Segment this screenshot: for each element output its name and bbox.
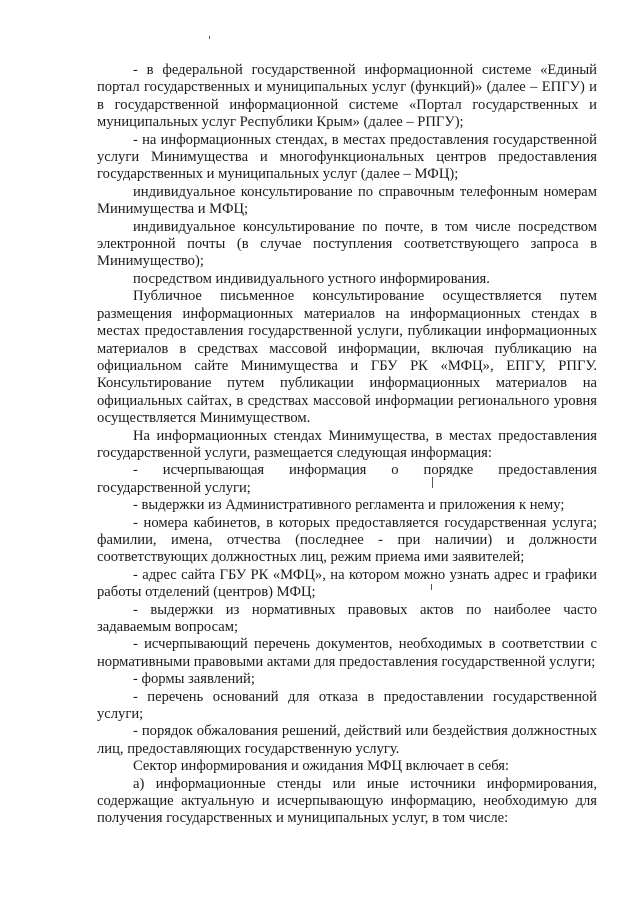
paragraph-oral: посредством индивидуального устного информирования. [133,270,490,287]
paragraph-public: Публичное письменное консультирование осуществляется путем размещения информационных материалов на информационных стендах в местах предоставления государственной услуги, публикации информационных материалов в средствах массовой информации, включая публикацию на официальном сайте Минимущества и ГБУ РК «МФЦ», ЕПГУ, РПГУ. Консультирование путем публикации информационных материалов на официальных сайтах, в средствах массовой информации регионального уровня осуществляется Минимуществом. [97,288,597,427]
list-item: - адрес сайта ГБУ РК «МФЦ», на котором можно узнать адрес и графики работы отделений (центров) МФЦ; [97,566,597,601]
paragraph-stand-info: На информационных стендах Минимущества, в местах предоставления государственной услуги, размещается следующая информация: [97,427,597,461]
paragraph-mail: индивидуальное консультирование по почте, в том числе посредством электронной почты (в случае поступления соответствующего запроса в Минимущество); [97,218,597,270]
list-item: - формы заявлений; [133,671,255,688]
list-item: - порядок обжалования решений, действий или бездействия должностных лиц, предоставляющих государственную услугу. [97,723,597,757]
scan-speck [209,36,210,39]
paragraph-item-a: а) информационные стенды или иные источники информирования, содержащие актуальную и исчерпывающую информацию, необходимую для получения государственных и муниципальных услуг, в том числе: [97,775,597,827]
list-item: - выдержки из Административного регламента и приложения к нему; [133,497,565,514]
list-item: - исчерпывающая информация о порядке предоставления государственной услуги; [97,462,597,496]
document-body [97,62,597,828]
list-item: - исчерпывающий перечень документов, необходимых в соответствии с нормативными правовыми актами для предоставления государственной услуги; [97,636,597,670]
list-item: - номера кабинетов, в которых предоставляется государственная услуга; фамилии, имена, отчества (последнее - при наличии) и должности соответствующих должностных лиц, режим приема ими заявителей; [97,514,597,566]
paragraph-epgu: - в федеральной государственной информационной системе «Единый портал государственных и муниципальных услуг (функций)» (далее – ЕПГУ) и в государственной информационной системе «Портал государственных и муниципальных услуг Республики Крым» (далее – РПГУ); [97,62,597,131]
paragraph-stands: - на информационных стендах, в местах предоставления государственной услуги Минимущества и многофункциональных центров предоставления государственных и муниципальных услуг (далее – МФЦ); [97,131,597,183]
list-item: - перечень оснований для отказа в предоставлении государственной услуги; [97,688,597,723]
paragraph-phone: индивидуальное консультирование по справочным телефонным номерам Минимущества и МФЦ; [97,183,597,218]
paragraph-mfc-sector: Сектор информирования и ожидания МФЦ включает в себя: [133,758,510,775]
list-item: - выдержки из нормативных правовых актов по наиболее часто задаваемым вопросам; [97,601,597,635]
